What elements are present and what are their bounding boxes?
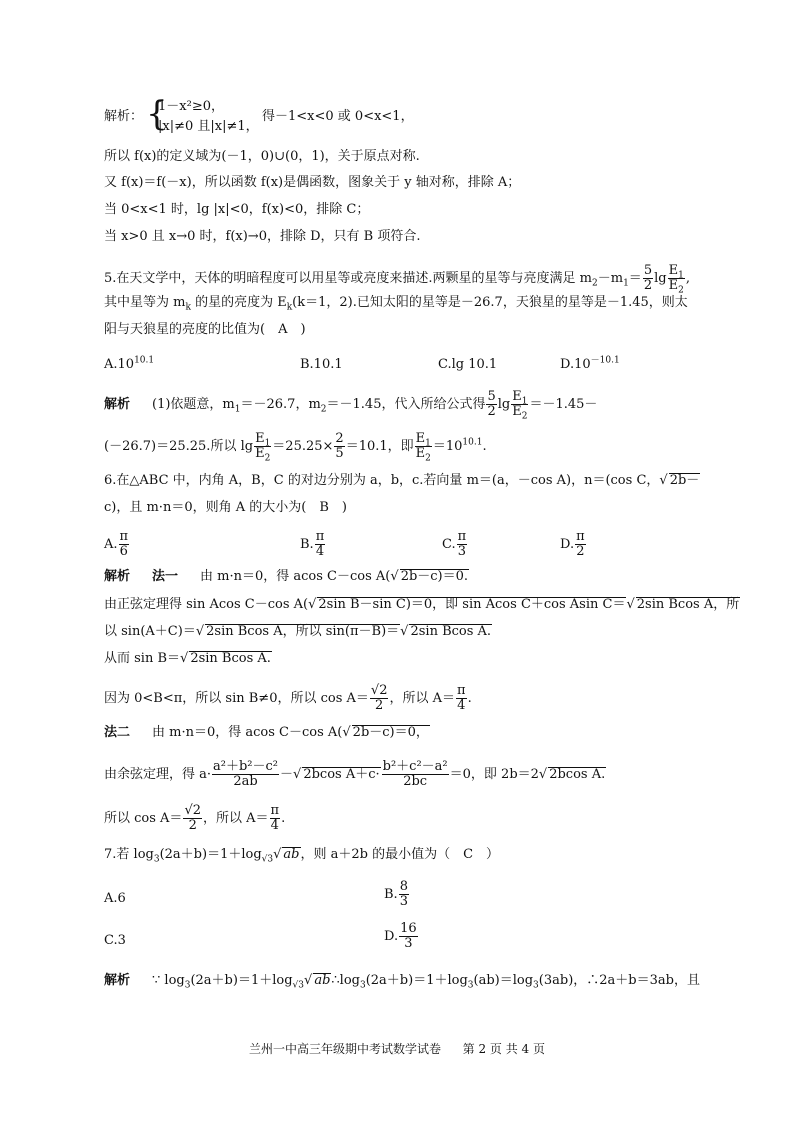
system-line-2: |x|≠0 且|x|≠1， bbox=[158, 119, 259, 134]
q7-option-b: B. $\frac{8}{3}$ bbox=[384, 879, 408, 909]
q6-solution-line-1: 解析 法一 由 m·n＝0，得 acos C－cos A(√ 2b－c)＝0. bbox=[104, 569, 469, 584]
q6-solution-line-4: 从而 sin B＝√ 2sin Bcos A. bbox=[104, 651, 271, 666]
q5-solution-line-1: 解析 (1)依题意，$m_1=-26.7$，$m_2=-1.45$，代入所给公式得 $\frac{5}{2}$ lg $\frac{E_1}{E_2}$ ＝－1.45－ bbox=[104, 389, 598, 422]
q6-stem-line-2: c)，且 m·n＝0，则角 A 的大小为( B ) bbox=[104, 500, 347, 515]
q5-option-a: $A.10^{10.1}$ bbox=[104, 355, 155, 372]
q5-option-d: $D.10^{-10.1}$ bbox=[560, 355, 620, 372]
q5-option-c: C.lg 10.1 bbox=[438, 357, 498, 372]
q6-solution-line-3: 以 sin(A＋C)＝√ 2sin Bcos A，所以 sin(π－B)＝√ 2sin Bcos A. bbox=[104, 624, 492, 639]
q7-stem: 7.若 $\log_3(2a+b)=1+\log_{√3}√$ ab，则 a＋2b 的最小值为（ C ） bbox=[104, 847, 500, 865]
q4-solution-label: 解析： bbox=[104, 109, 144, 124]
q7-solution-line-1: 解析 ∵ $\log_3(2a+b)=1+\log_{√3}√$ $ab\therefore\log_3(2a+b)=1+\log_3(ab)=\log_3(3ab)$，∴2a＋b＝3ab，且 bbox=[104, 973, 700, 991]
q6-option-a: A. $\frac{\pi}{6}$ bbox=[104, 529, 129, 559]
page-footer bbox=[0, 1040, 794, 1057]
q4-line-2: 又 f(x)＝f(－x)，所以函数 f(x)是偶函数，图象关于 y 轴对称，排除 A； bbox=[104, 175, 521, 190]
q4-line-3: 当 0<x<1 时，lg |x|<0，f(x)<0，排除 C； bbox=[104, 202, 370, 217]
system-line-1: 1－x²≥0， bbox=[158, 99, 224, 114]
footer-school: 兰州一中高三年级期中考试数学试卷 bbox=[248, 1042, 441, 1056]
q4-line-1: 所以 f(x)的定义域为(－1，0)∪(0，1)，关于原点对称. bbox=[104, 149, 420, 164]
footer-page-number: 第 2 页 共 4 页 bbox=[462, 1042, 545, 1056]
system-result: 得－1<x<0 或 0<x<1， bbox=[262, 109, 414, 124]
q5-stem-line-1: 5.在天文学中，天体的明暗程度可以用星等或亮度来描述.两颗星的星等与亮度满足 $m_2-m_1=$ $\frac{5}{2}$ lg $\frac{E_1}{E_2}$ , bbox=[104, 263, 690, 296]
q6-method2-line-1: 法二 由 m·n＝0，得 acos C－cos A(√ 2b－c)＝0， bbox=[104, 725, 429, 740]
q6-solution-line-5: 因为 0<B<π，所以 sin B≠0，所以 cos A＝ $\frac{√2}{2}$ ，所以 A＝ $\frac{\pi}{4}$ . bbox=[104, 683, 472, 713]
q6-option-b: B. $\frac{\pi}{4}$ bbox=[300, 529, 325, 559]
q5-solution-line-2: (－26.7)＝25.25.所以 lg $\frac{E_1}{E_2}$ ＝25.25× $\frac{2}{5}$ ＝10.1，即 $\frac{E_1}{E_2}$ $=10^{10.1}$. bbox=[104, 431, 487, 464]
q5-option-b: B.10.1 bbox=[300, 357, 343, 372]
q4-line-4: 当 x>0 且 x→0 时，f(x)→0，排除 D，只有 B 项符合. bbox=[104, 229, 421, 244]
q5-stem-line-3: 阳与天狼星的亮度的比值为( A ) bbox=[104, 322, 306, 337]
q6-method2-line-3: 所以 cos A＝ $\frac{√2}{2}$ ，所以 A＝ $\frac{\pi}{4}$ . bbox=[104, 803, 286, 833]
q7-option-d: D. $\frac{16}{3}$ bbox=[384, 921, 417, 951]
system-brace: { bbox=[146, 94, 168, 134]
q7-option-c: C.3 bbox=[104, 933, 126, 948]
q5-stem-line-2: 其中星等为 $m_k$ 的星的亮度为 $E_k(k=1$，2).已知太阳的星等是－26.7，天狼星的星等是－1.45，则太 bbox=[104, 295, 688, 313]
q6-solution-line-2: 由正弦定理得 sin Acos C－cos A(√ 2sin B－sin C)＝0，即 sin Acos C＋cos Asin C＝√ 2sin Bcos A，所 bbox=[104, 597, 740, 612]
q6-option-c: C. $\frac{\pi}{3}$ bbox=[442, 529, 467, 559]
q6-method2-line-2: 由余弦定理，得 a· $\frac{\text{a²＋b²－c²}}{2ab}$ －√ 2bcos A＋c· $\frac{\text{b²＋c²－a²}}{2bc}$ ＝0，即 2b＝2√ 2bcos A. bbox=[104, 759, 606, 789]
q7-option-a: A.6 bbox=[104, 891, 126, 906]
q6-stem-line-1: 6.在△ABC 中，内角 A，B，C 的对边分别为 a，b，c.若向量 m＝(a，－cos A)，n＝(cos C，√ 2b－ bbox=[104, 473, 700, 488]
q6-option-d: D. $\frac{\pi}{2}$ bbox=[560, 529, 585, 559]
